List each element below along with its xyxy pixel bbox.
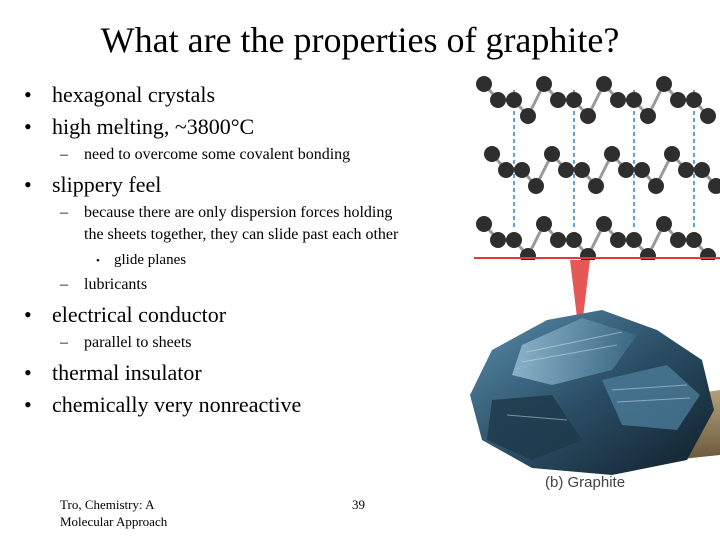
- carbon-atom: [498, 162, 514, 178]
- carbon-atom: [604, 146, 620, 162]
- carbon-atom: [476, 76, 492, 92]
- subbullet-text: lubricants: [84, 276, 148, 293]
- carbon-atom: [664, 146, 680, 162]
- carbon-atom: [686, 92, 702, 108]
- carbon-atom: [686, 232, 702, 248]
- carbon-atom: [640, 108, 656, 124]
- carbon-atom: [588, 178, 604, 194]
- carbon-atom: [566, 92, 582, 108]
- carbon-atom: [656, 216, 672, 232]
- carbon-atom: [670, 232, 686, 248]
- subbullet-text-line2: the sheets together, they can slide past each other: [84, 226, 399, 243]
- bullet-conductor: • electrical conductor: [24, 302, 227, 327]
- bullet-text: chemically very nonreactive: [52, 392, 302, 417]
- carbon-atom: [536, 216, 552, 232]
- subbullet-text: because there are only dispersion forces holding: [84, 204, 393, 221]
- carbon-atom: [558, 162, 574, 178]
- slide-title: What are the properties of graphite?: [100, 20, 620, 60]
- bullet-thermal: • thermal insulator: [24, 360, 202, 385]
- bullet-hexagonal: • hexagonal crystals: [24, 82, 216, 107]
- footer-source-line2: Molecular Approach: [60, 514, 168, 529]
- carbon-atom: [670, 92, 686, 108]
- carbon-atom: [580, 108, 596, 124]
- carbon-atom: [610, 232, 626, 248]
- carbon-atom: [694, 162, 710, 178]
- bullet-text: electrical conductor: [52, 302, 227, 327]
- footer-source: [60, 496, 167, 530]
- carbon-atom: [596, 216, 612, 232]
- carbon-atom: [484, 146, 500, 162]
- carbon-atom: [700, 108, 716, 124]
- subsubbullet-glide: • glide planes: [96, 252, 187, 268]
- caption-text: Graphite: [567, 474, 626, 491]
- carbon-atom: [656, 76, 672, 92]
- carbon-atom: [566, 232, 582, 248]
- figure-caption: [545, 474, 625, 491]
- subbullet-dispersion: – because there are only dispersion forces holding the sheets together, they can slide past each other: [60, 202, 398, 246]
- caption-letter: (b): [545, 474, 564, 491]
- page-number: 39: [352, 497, 365, 512]
- footer-source-line1: Tro, Chemistry: A: [60, 497, 155, 512]
- carbon-atom: [550, 232, 566, 248]
- carbon-atom: [506, 232, 522, 248]
- carbon-atom: [634, 162, 650, 178]
- subbullet-text: need to overcome some covalent bonding: [84, 146, 351, 163]
- carbon-atom: [626, 232, 642, 248]
- bullet-text: slippery feel: [52, 172, 162, 197]
- subbullet-covalent: – need to overcome some covalent bonding: [60, 146, 351, 163]
- bullet-melting: • high melting, ~3800°C: [24, 114, 255, 139]
- subbullet-parallel: – parallel to sheets: [60, 334, 192, 351]
- carbon-atom: [678, 162, 694, 178]
- subsubbullet-text: glide planes: [114, 252, 187, 268]
- carbon-atom: [596, 76, 612, 92]
- carbon-atom: [550, 92, 566, 108]
- bullet-slippery: • slippery feel: [24, 172, 162, 197]
- carbon-atom: [506, 92, 522, 108]
- carbon-atom: [626, 92, 642, 108]
- carbon-atom: [490, 232, 506, 248]
- carbon-atom: [520, 108, 536, 124]
- bullet-nonreactive: • chemically very nonreactive: [24, 392, 302, 417]
- carbon-atom: [490, 92, 506, 108]
- graphite-structure-diagram: [470, 62, 720, 260]
- bullet-text: hexagonal crystals: [52, 82, 216, 107]
- carbon-atom: [476, 216, 492, 232]
- subbullet-lubricants: – lubricants: [60, 276, 148, 293]
- carbon-atom: [514, 162, 530, 178]
- carbon-atom: [610, 92, 626, 108]
- bullet-text: thermal insulator: [52, 360, 202, 385]
- carbon-atom: [528, 178, 544, 194]
- carbon-atom: [618, 162, 634, 178]
- carbon-atom: [536, 76, 552, 92]
- subbullet-text: parallel to sheets: [84, 334, 192, 351]
- carbon-atom: [648, 178, 664, 194]
- graphite-rock-image: [452, 290, 720, 480]
- carbon-atom: [574, 162, 590, 178]
- carbon-atom: [544, 146, 560, 162]
- bullet-text: high melting, ~3800°C: [52, 114, 255, 139]
